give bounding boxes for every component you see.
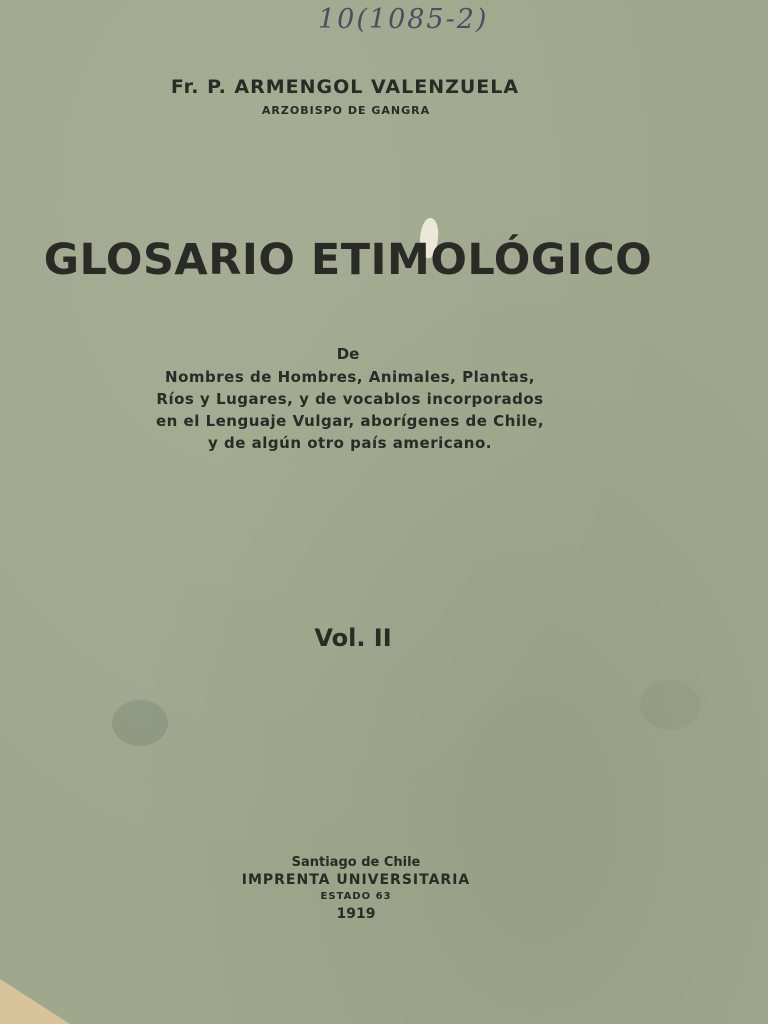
book-title: GLOSARIO ETIMOLÓGICO — [43, 235, 653, 285]
imprint-year: 1919 — [336, 906, 376, 922]
worn-corner — [0, 979, 70, 1024]
imprint-press: IMPRENTA UNIVERSITARIA — [241, 872, 471, 888]
subtitle-line: Ríos y Lugares, y de vocablos incorporados — [156, 390, 544, 408]
handwritten-shelf-mark: 10(1085-2) — [318, 4, 489, 35]
author-title: ARZOBISPO DE GANGRA — [261, 104, 431, 117]
imprint-address: ESTADO 63 — [320, 891, 392, 902]
author-name: Fr. P. ARMENGOL VALENZUELA — [170, 76, 520, 98]
subtitle-line: y de algún otro país americano. — [208, 434, 492, 452]
stain-mark — [112, 700, 168, 746]
subtitle-line: Nombres de Hombres, Animales, Plantas, — [165, 368, 535, 386]
imprint-city: Santiago de Chile — [291, 855, 421, 870]
stain-mark — [640, 680, 700, 730]
subtitle — [0, 366, 700, 454]
volume-label: Vol. II — [314, 624, 392, 652]
subtitle-line: en el Lenguaje Vulgar, aborígenes de Chile, — [155, 412, 545, 430]
subtitle-intro: De — [336, 345, 360, 363]
